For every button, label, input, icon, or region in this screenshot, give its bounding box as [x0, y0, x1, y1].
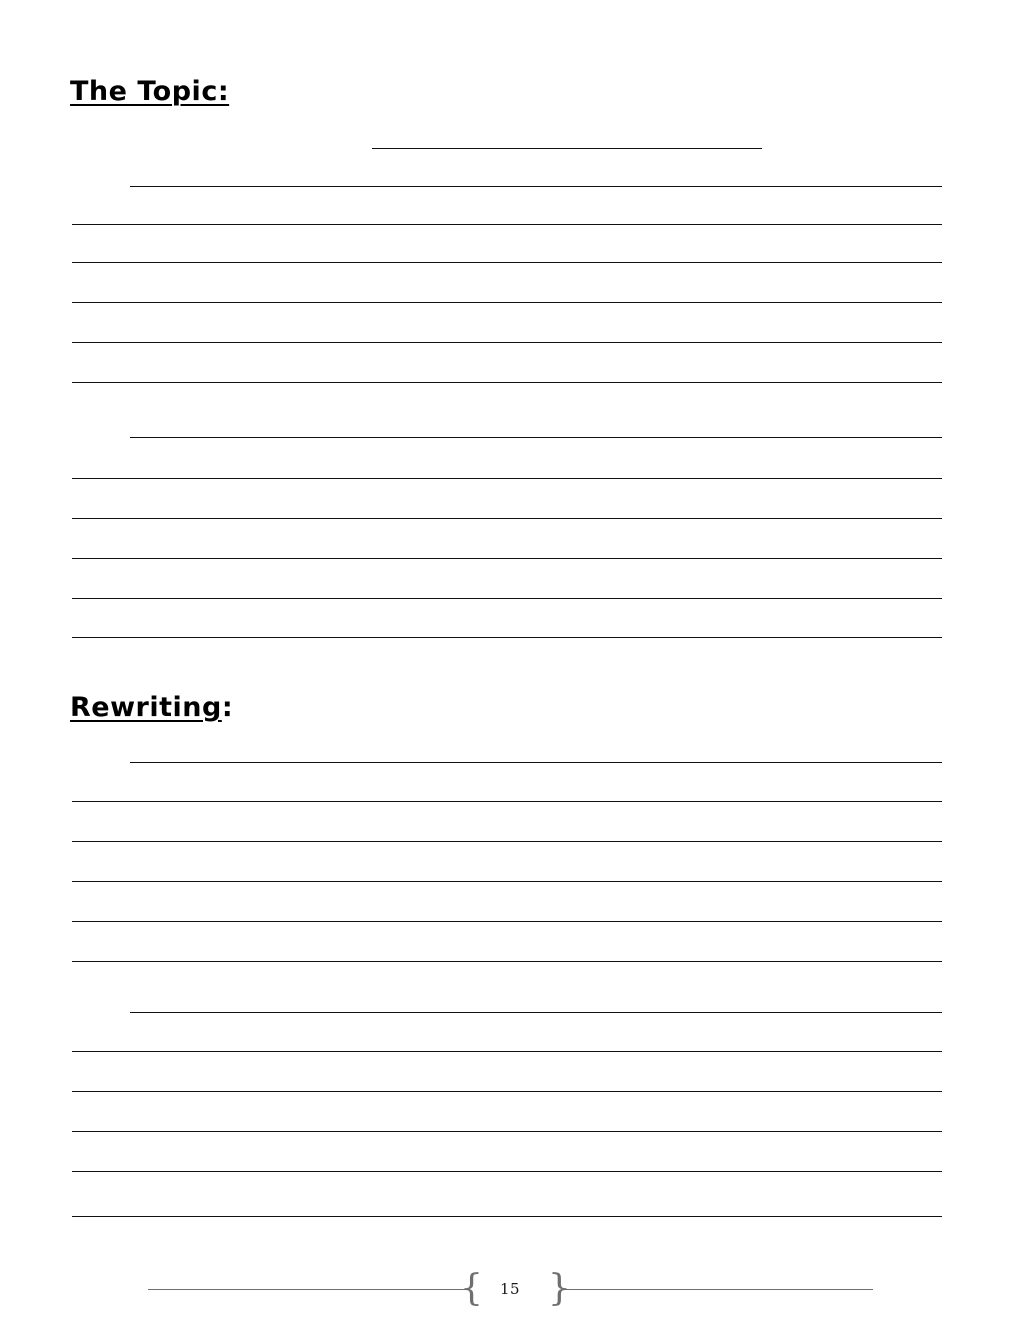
writing-line[interactable]	[72, 224, 942, 225]
writing-line[interactable]	[72, 558, 942, 559]
writing-line[interactable]	[72, 1216, 942, 1217]
writing-line[interactable]	[72, 1171, 942, 1172]
writing-line[interactable]	[72, 342, 942, 343]
writing-line[interactable]	[372, 148, 762, 149]
page-number: 15	[499, 1280, 521, 1298]
writing-line[interactable]	[72, 302, 942, 303]
page-footer	[0, 1268, 1020, 1312]
writing-line[interactable]	[72, 1131, 942, 1132]
writing-line[interactable]	[72, 598, 942, 599]
writing-line[interactable]	[72, 478, 942, 479]
writing-line[interactable]	[130, 762, 942, 763]
brace-open-icon: {	[460, 1268, 483, 1309]
writing-line[interactable]	[72, 1051, 942, 1052]
writing-line[interactable]	[130, 437, 942, 438]
section-heading-topic-text: The Topic:	[70, 76, 230, 107]
footer-rule-right	[563, 1289, 873, 1290]
section-heading-rewriting-text: Rewriting	[70, 692, 222, 723]
writing-line[interactable]	[130, 1012, 942, 1013]
writing-line[interactable]	[130, 186, 942, 187]
brace-close-icon: }	[548, 1268, 571, 1309]
section-heading-rewriting	[70, 692, 233, 723]
section-heading-topic	[70, 76, 229, 107]
writing-line[interactable]	[72, 881, 942, 882]
writing-line[interactable]	[72, 841, 942, 842]
writing-line[interactable]	[72, 518, 942, 519]
writing-line[interactable]	[72, 262, 942, 263]
writing-line[interactable]	[72, 961, 942, 962]
writing-line[interactable]	[72, 801, 942, 802]
writing-line[interactable]	[72, 921, 942, 922]
writing-line[interactable]	[72, 637, 942, 638]
writing-line[interactable]	[72, 1091, 942, 1092]
writing-line[interactable]	[72, 382, 942, 383]
section-heading-rewriting-suffix: :	[221, 692, 234, 723]
